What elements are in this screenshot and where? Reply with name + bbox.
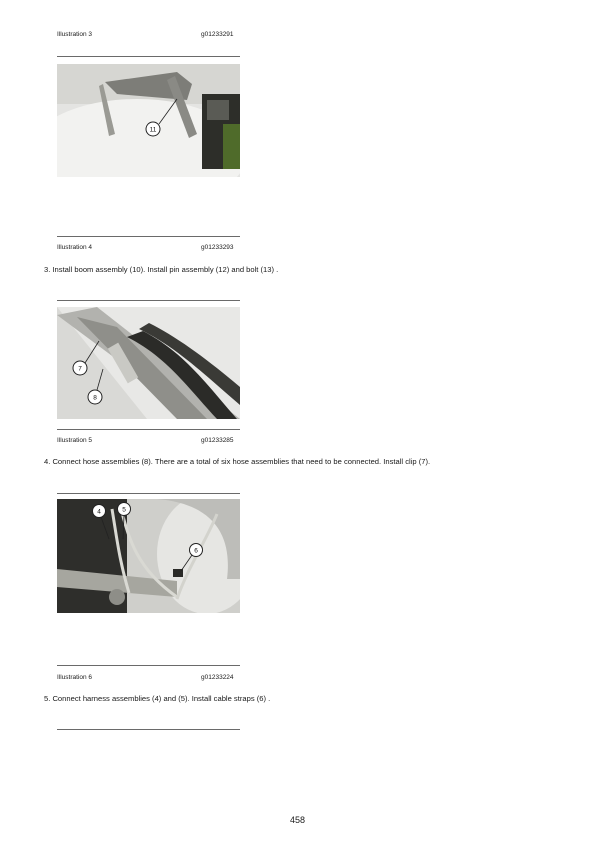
- divider: [57, 493, 240, 494]
- illustration-5-caption: [57, 437, 234, 444]
- callout-4: 4: [97, 508, 101, 516]
- callout-6: 6: [194, 547, 198, 555]
- divider: [57, 236, 240, 237]
- illustration-code: g01233285: [201, 437, 234, 444]
- illustration-3-caption: [57, 31, 234, 38]
- illustration-label: Illustration 3: [57, 31, 93, 38]
- illustration-code: g01233291: [201, 31, 234, 38]
- callout-8: 8: [93, 394, 97, 402]
- callout-7: 7: [78, 365, 82, 373]
- divider: [57, 429, 240, 430]
- divider: [57, 729, 240, 730]
- illustration-code: g01233293: [201, 244, 234, 251]
- divider: [57, 56, 240, 57]
- illustration-label: Illustration 4: [57, 244, 93, 251]
- hose-photo: [57, 307, 240, 419]
- callout-11: 11: [149, 126, 157, 134]
- illustration-label: Illustration 5: [57, 437, 93, 444]
- illustration-6-caption: [57, 674, 234, 681]
- illustration-4-caption: [57, 244, 234, 251]
- callout-5: 5: [122, 506, 126, 514]
- divider: [57, 300, 240, 301]
- step-5: 5. Connect harness assemblies (4) and (5). Install cable straps (6) .: [44, 694, 271, 703]
- boom-photo: [57, 64, 240, 177]
- illustration-label: Illustration 6: [57, 674, 93, 681]
- page-number: 458: [289, 815, 306, 825]
- harness-photo: [57, 499, 240, 613]
- step-3: 3. Install boom assembly (10). Install pin assembly (12) and bolt (13) .: [44, 265, 279, 274]
- step-4: 4. Connect hose assemblies (8). There are a total of six hose assemblies that need to be connected. Install clip (7).: [44, 457, 431, 466]
- divider: [57, 665, 240, 666]
- illustration-code: g01233224: [201, 674, 234, 681]
